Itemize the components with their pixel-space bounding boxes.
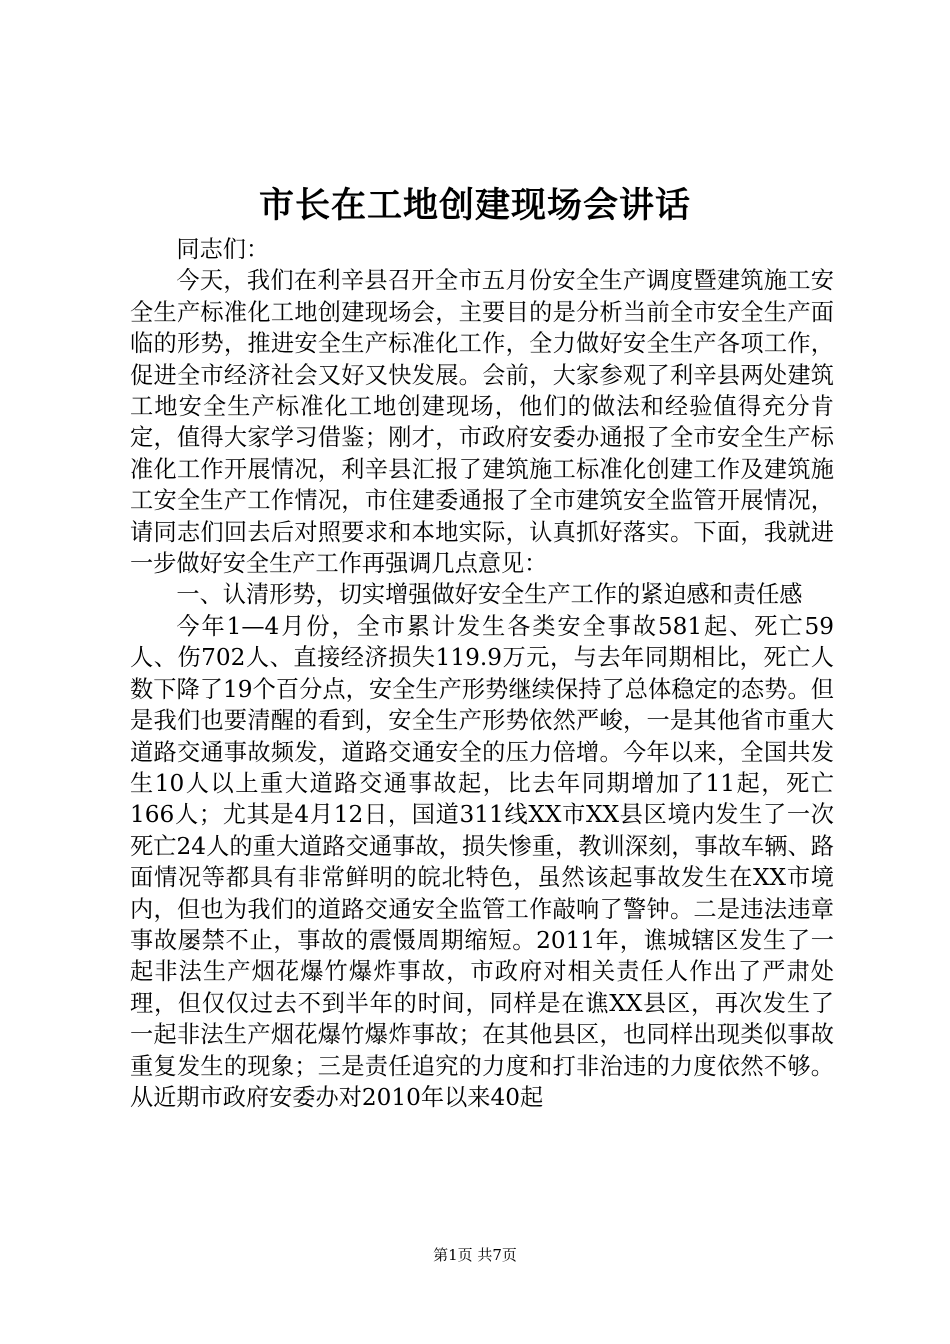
document-title: 市长在工地创建现场会讲话	[258, 185, 691, 226]
paragraph-intro: 今天，我们在利辛县召开全市五月份安全生产调度暨建筑施工安全生产标准化工地创建现场会，主要目的是分析当前全市安全生产面临的形势，推进安全生产标准化工作，全力做好安全生产各项工作，促进全市经济社会又好又快发展。会前，大家参观了利辛县两处建筑工地安全生产标准化工地创建现场，他们的做法和经验值得充分肯定，值得大家学习借鉴；刚才，市政府安委办通报了全市安全生产标准化工作开展情况，利辛县汇报了建筑施工标准化创建工作及建筑施工安全生产工作情况，市住建委通报了全市建筑安全监管开展情况，请同志们回去后对照要求和本地实际，认真抓好落实。下面，我就进一步做好安全生产工作再强调几点意见：	[130, 267, 834, 578]
page-number-footer: 第1页 共7页	[433, 1246, 517, 1264]
salutation: 同志们：	[176, 236, 270, 263]
paragraph-situation: 今年1—4月份，全市累计发生各类安全事故581起、死亡59人、伤702人、直接经济损失119.9万元，与去年同期相比，死亡人数下降了19个百分点，安全生产形势继续保持了总体稳定的态势。但是我们也要清醒的看到，安全生产形势依然严峻，一是其他省市重大道路交通事故频发，道路交通安全的压力倍增。今年以来，全国共发生10人以上重大道路交通事故起，比去年同期增加了11起，死亡166人；尤其是4月12日，国道311线XX市XX县区境内发生了一次死亡24人的重大道路交通事故，损失惨重，教训深刻，事故车辆、路面情况等都具有非常鲜明的皖北特色，虽然该起事故发生在XX市境内，但也为我们的道路交通安全监管工作敲响了警钟。二是违法违章事故屡禁不止，事故的震慑周期缩短。2011年，谯城辖区发生了一起非法生产烟花爆竹爆炸事故，市政府对相关责任人作出了严肃处理，但仅仅过去不到半年的时间，同样是在谯XX县区，再次发生了一起非法生产烟花爆竹爆炸事故；在其他县区，也同样出现类似事故重复发生的现象；三是责任追究的力度和打非治违的力度依然不够。从近期市政府安委办对2010年以来40起	[130, 612, 834, 1111]
document-body	[130, 234, 834, 1113]
section-heading: 一、认清形势，切实增强做好安全生产工作的紧迫感和责任感	[176, 581, 803, 609]
